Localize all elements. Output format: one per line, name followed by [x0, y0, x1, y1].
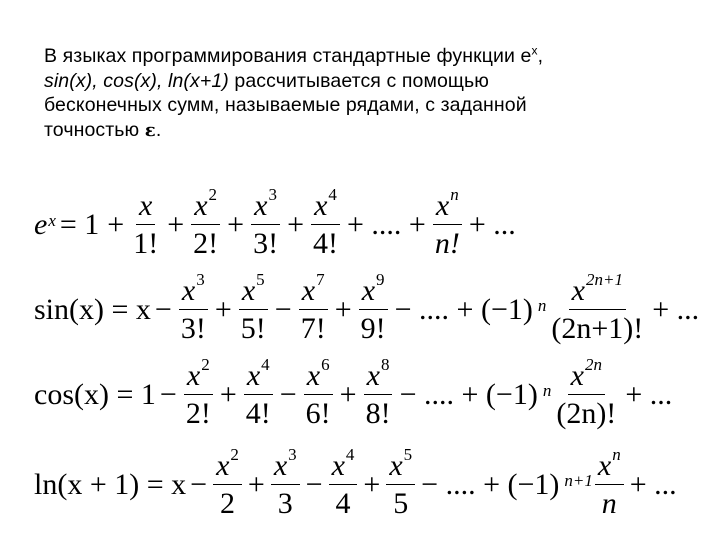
cos-term-2: $\frac{x^4}{4!}$	[245, 355, 271, 430]
formula-cos	[34, 355, 694, 430]
ln-op-4: +	[363, 467, 381, 501]
cos-term-3: $\frac{x^6}{6!}$	[305, 355, 331, 430]
intro-text-4: точностью	[44, 118, 145, 141]
cos-op-3: −	[279, 377, 297, 411]
intro-text-comma: ,	[537, 45, 544, 67]
intro-exp-sup: x	[531, 43, 538, 58]
cos-term-1: $\frac{x^2}{2!}$	[185, 355, 211, 430]
exp-op-4: +	[287, 207, 304, 241]
sin-term-3: $\frac{x^7}{7!}$	[300, 270, 326, 345]
ln-term-1: $\frac{x^2}{2}$	[213, 450, 242, 519]
sin-term-n: $\frac{x^{2n+1}}{(2n+1)!}$	[551, 270, 644, 345]
ln-term-2: $\frac{x^3}{3}$	[271, 450, 300, 519]
cos-lhs: cos(x) = 1	[34, 377, 156, 411]
intro-text-period: .	[155, 118, 162, 141]
cos-term-n: $\frac{x^{2n}}{(2n)!}$	[556, 355, 617, 430]
exp-dots: + .... +	[346, 207, 426, 241]
sin-op-4: +	[334, 292, 352, 326]
sin-op-3: −	[274, 292, 292, 326]
exp-term-4: $\frac{x^4}{4!}$	[312, 185, 338, 260]
cos-tail: + ...	[625, 377, 673, 411]
exp-lhs-sup: x	[48, 210, 56, 230]
sin-tail: + ...	[652, 292, 700, 326]
cos-op-2: +	[219, 377, 237, 411]
sin-op-2: +	[214, 292, 232, 326]
intro-text-1: В языках программирования стандартные функции e	[44, 45, 532, 67]
cos-term-4: $\frac{x^8}{8!}$	[365, 355, 391, 430]
sin-term-2: $\frac{x^5}{5!}$	[240, 270, 266, 345]
epsilon-symbol: ε	[144, 119, 156, 141]
cos-dots: − .... + (−1)	[399, 377, 538, 411]
sin-term-1: $\frac{x^3}{3!}$	[180, 270, 206, 345]
exp-term-1: $\frac{x}{1!}$	[133, 188, 159, 260]
cos-op-1: −	[159, 377, 177, 411]
exp-equals: = 1	[59, 207, 100, 241]
formula-sin	[34, 270, 700, 345]
exp-tail: + ...	[468, 207, 516, 241]
ln-lhs: ln(x + 1) = x	[34, 467, 187, 501]
formula-exp	[34, 185, 694, 260]
exp-term-n: $\frac{x^n}{n!}$	[434, 185, 460, 260]
cos-op-4: +	[339, 377, 357, 411]
ln-op-2: +	[247, 467, 265, 501]
sin-op-1: −	[154, 292, 172, 326]
ln-term-n: $\frac{x^n}{n}$	[595, 450, 624, 519]
exp-op-3: +	[227, 207, 245, 241]
sin-sign-sup: n	[537, 295, 547, 315]
intro-text-2: рассчитывается с помощью	[228, 69, 490, 92]
ln-tail: + ...	[629, 467, 677, 501]
sin-term-4: $\frac{x^9}{9!}$	[360, 270, 386, 345]
sin-dots: − .... + (−1)	[394, 292, 533, 326]
ln-term-3: $\frac{x^4}{4}$	[329, 450, 358, 519]
intro-paragraph	[44, 44, 684, 143]
exp-op-2: +	[167, 207, 185, 241]
exp-term-2: $\frac{x^2}{2!}$	[193, 185, 219, 260]
ln-op-1: −	[190, 467, 208, 501]
ln-term-4: $\frac{x^5}{5}$	[386, 450, 415, 519]
ln-op-3: −	[305, 467, 323, 501]
formula-ln	[34, 445, 694, 520]
cos-sign-sup: n	[542, 380, 552, 400]
intro-text-3: бесконечных сумм, называемые рядами, с заданной	[44, 94, 527, 116]
exp-lhs: e	[34, 207, 48, 241]
exp-term-3: $\frac{x^3}{3!}$	[253, 185, 279, 260]
ln-sign-sup: n+1	[564, 470, 593, 490]
intro-function-list: sin(x), cos(x), ln(x+1)	[44, 69, 229, 92]
ln-dots: − .... + (−1)	[421, 467, 560, 501]
sin-lhs: sin(x) = x	[34, 292, 151, 326]
exp-op-1: +	[107, 207, 125, 241]
